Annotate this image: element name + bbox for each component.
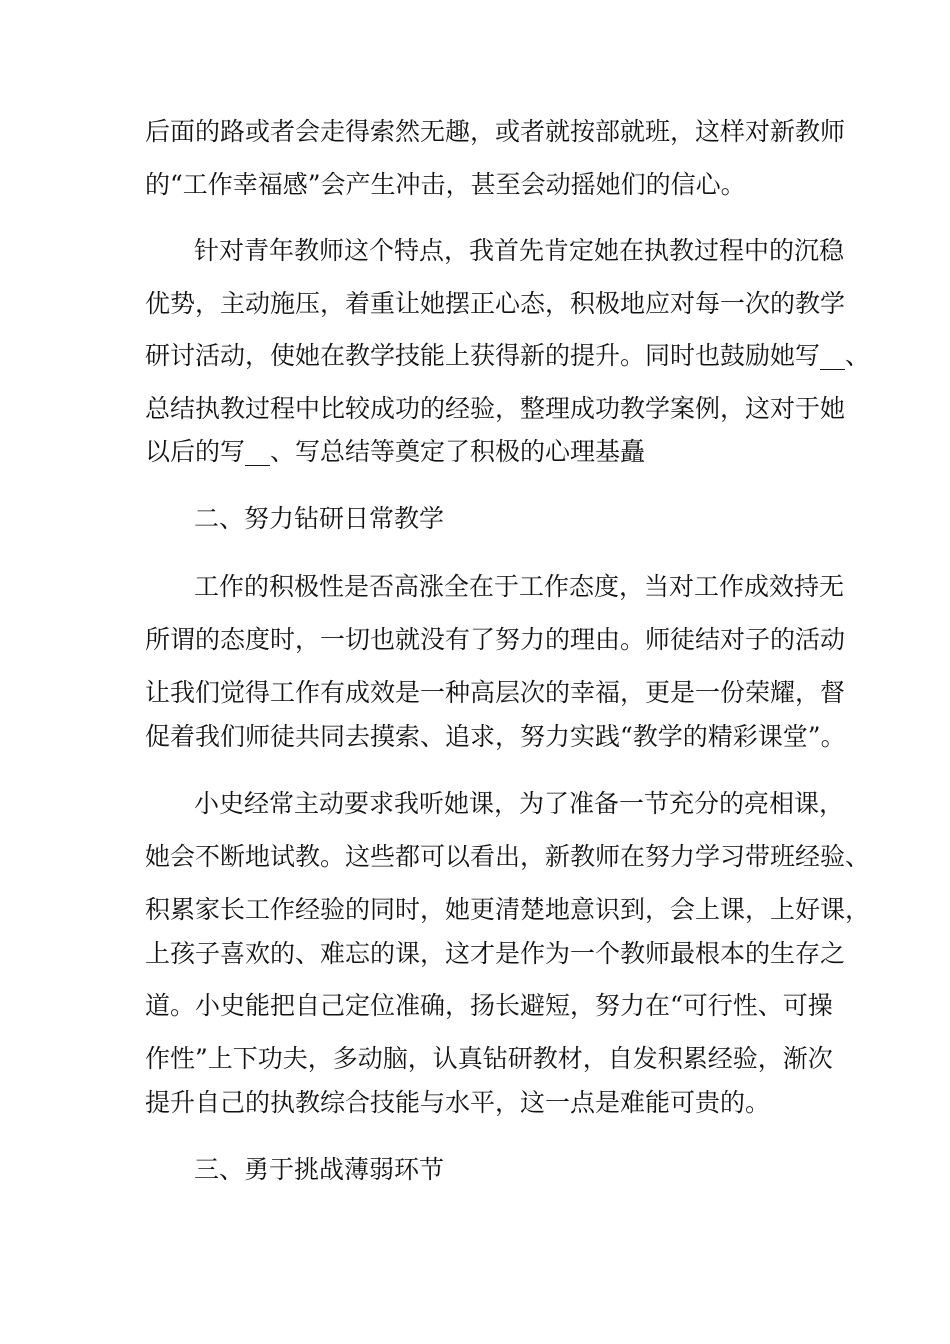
text-line: 让我们觉得工作有成效是一种高层次的幸福，更是一份荣耀，督 <box>145 678 846 707</box>
text-line: 积累家长工作经验的同时，她更清楚地意识到，会上课，上好课， <box>145 895 871 924</box>
text-line: 她会不断地试教。这些都可以看出，新教师在努力学习带班经验、 <box>145 842 871 871</box>
text-line: 研讨活动，使她在教学技能上获得新的提升。同时也鼓励她写__、 <box>145 341 871 370</box>
section-heading: 三、勇于挑战薄弱环节 <box>194 1155 445 1184</box>
text-line: 后面的路或者会走得索然无趣，或者就按部就班，这样对新教师 <box>145 117 846 146</box>
text-line: 优势，主动施压，着重让她摆正心态，积极地应对每一次的教学 <box>145 289 846 318</box>
text-line: 提升自己的执教综合技能与水平，这一点是难能可贵的。 <box>145 1088 771 1117</box>
text-line: 的“工作幸福感”会产生冲击，甚至会动摇她们的信心。 <box>145 170 746 199</box>
text-line: 以后的写__、写总结等奠定了积极的心理基矗 <box>145 437 646 466</box>
text-line: 作性”上下功夫，多动脑，认真钻研教材，自发积累经验，渐次 <box>145 1044 833 1073</box>
text-line: 上孩子喜欢的、难忘的课，这才是作为一个教师最根本的生存之 <box>145 939 846 968</box>
text-line: 所谓的态度时，一切也就没有了努力的理由。师徒结对子的活动 <box>145 625 846 654</box>
paragraph-first-line: 针对青年教师这个特点，我首先肯定她在执教过程中的沉稳 <box>194 236 845 265</box>
section-heading: 二、努力钻研日常教学 <box>194 504 445 533</box>
paragraph-first-line: 工作的积极性是否高涨全在于工作态度，当对工作成效持无 <box>194 572 845 601</box>
text-line: 促着我们师徒共同去摸索、追求，努力实践“教学的精彩课堂”。 <box>145 722 846 751</box>
paragraph-first-line: 小史经常主动要求我听她课，为了准备一节充分的亮相课， <box>194 789 845 818</box>
text-line: 总结执教过程中比较成功的经验，整理成功教学案例，这对于她 <box>145 394 846 423</box>
text-line: 道。小史能把自己定位准确，扬长避短，努力在“可行性、可操 <box>145 991 833 1020</box>
